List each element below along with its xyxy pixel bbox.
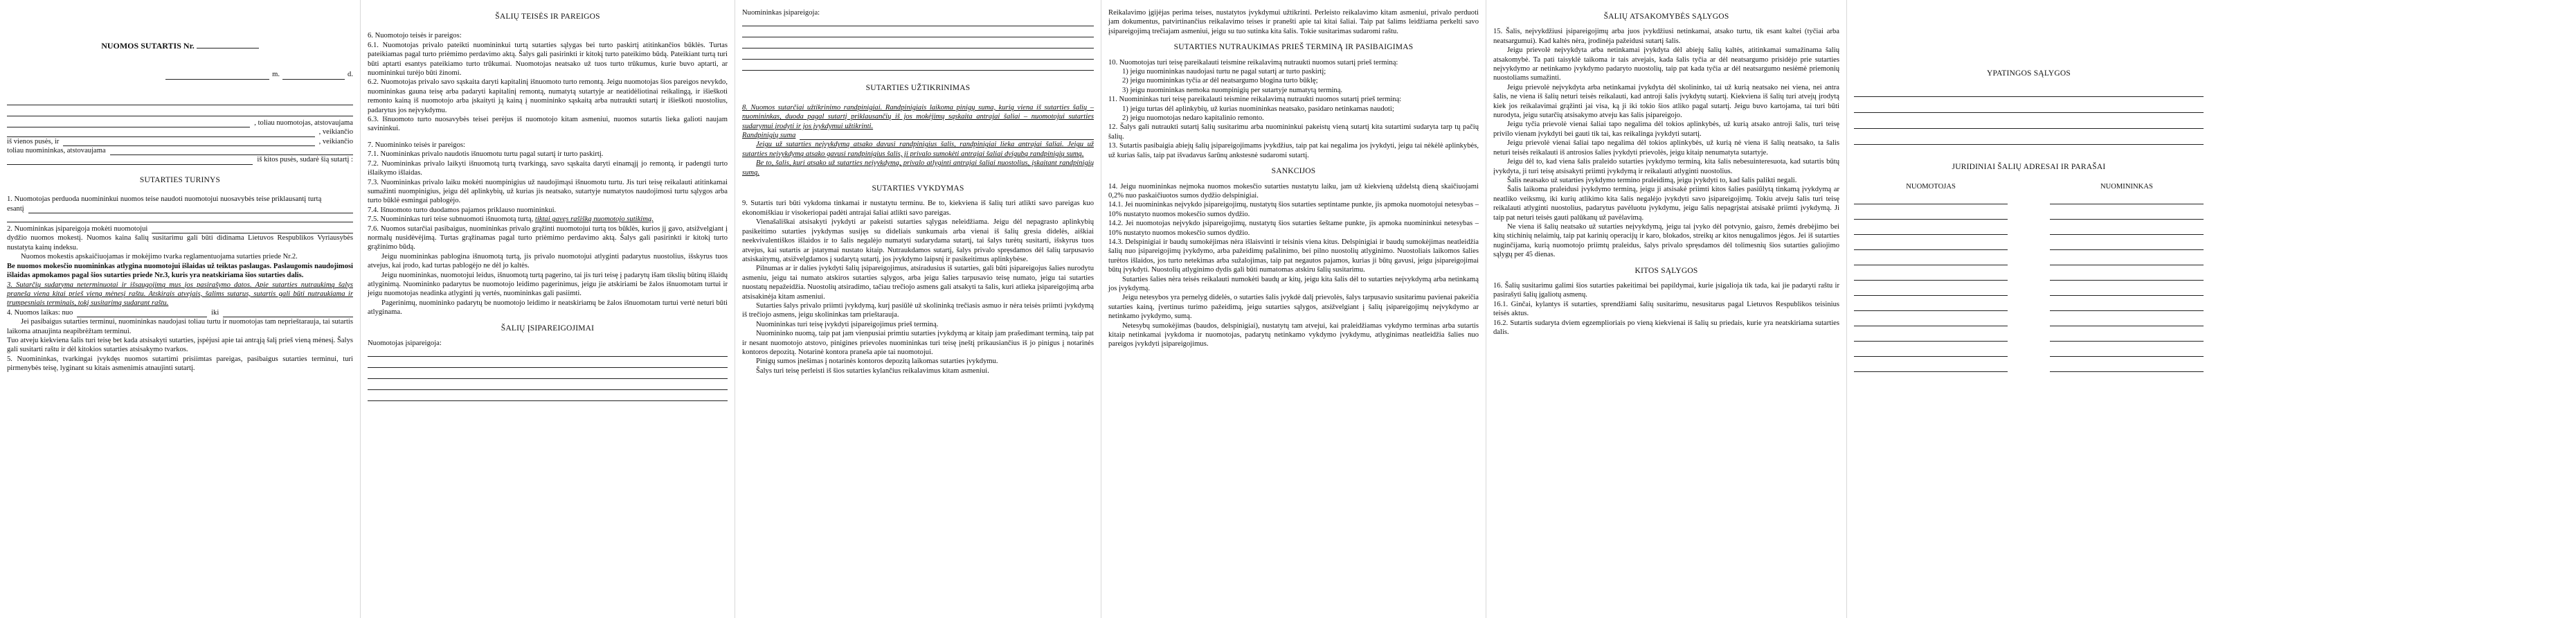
clause-11-1: 1) jeigu turtas dėl aplinkybių, už kurias nuomininkas neatsako, pasidaro netinkamas naudoti; bbox=[1122, 105, 1394, 113]
section-heading-contents: SUTARTIES TURINYS bbox=[139, 175, 221, 184]
parties-text-3: iš vienos pusės, ir bbox=[7, 137, 60, 145]
heading-obligations: ŠALIŲ ĮSIPAREIGOJIMAI bbox=[501, 324, 595, 333]
clause-15-d: Jeigu tyčia prievolė vienai šaliai tapo negalima dėl tokios aplinkybės, už kurią atsako antroji šalis, turi teisę privilo vienam įvykdyti bei gauti tik tai, kas reikalinga įvykdyti sutartį. bbox=[1493, 121, 1839, 138]
landlord-obligations-label: Nuomotojas įsipareigoja: bbox=[368, 339, 442, 347]
clause-10-2: 2) jeigu nuomininkas tyčia ar dėl neatsargumo blogina turto būklę; bbox=[1122, 77, 1318, 85]
clause-3-term: 3. Sutarčių sudaryma neterminuotai ir išsaugojimą mus jos pasirašymo datos. Apie sutarties nutraukimą šalys praneša viena kitai prieš vieną mėnesį raštu. Atskirais atvejais, šalims sutarus, sutartis gali būti nutraukiama ir trumpesniais terminais, tokį susitarimą sudarant raštu. bbox=[7, 281, 353, 308]
date-year-suffix: m. bbox=[272, 71, 280, 79]
contract-page-4 bbox=[1101, 0, 1486, 618]
clause-15-c: Jeigu prievolė neįvykdyta arba netinkamai įvykdyta dėl skolininko, tai už kurią neatsako nei viena, nei antra šalis, ne viena iš šalių neturi teisės reikalauti, kad antroji šalis įvykdytų sutartį. Kiekviena iš šalių turi atvejų įrodytą kiek jos reikalavimai grąžinti jai visa, ką ji iki tokio šios atliko pagal sutartį. Jeigu buvo kartojama, tai turi būti nurodyta, jeigu sutarčių atsisakymo atveju kas šalis įsipareigojo. bbox=[1493, 83, 1839, 120]
date-day-suffix: d. bbox=[348, 71, 353, 79]
clause-7-1: 7.1. Nuomininkas privalo naudotis išnuomotu turtu pagal sutartį ir turto paskirtį. bbox=[368, 150, 604, 159]
clause-15: 15. Šalis, neįvykdžiusi įsipareigojimų arba juos įvykdžiusi netinkamai, atsako turtu, tik esant kaltei (tyčiai arba neatsargumui). Kad kaltės nėra, įrodinėja pažeidusi sutartį šalis. bbox=[1493, 28, 1839, 45]
heading-liability: ŠALIŲ ATSAKOMYBĖS SĄLYGOS bbox=[1603, 12, 1729, 21]
clause-16: 16. Šalių susitarimu galimi šios sutarties pakeitimai bei papildymai, kurie įsigalioja tik tada, kai jie padaryti raštu ir pasirašyti šalių įgaliotų asmenų. bbox=[1493, 281, 1839, 299]
clause-4-from: 4. Nuomos laikas: nuo bbox=[7, 308, 73, 317]
heading-sanctions: SANKCIJOS bbox=[1271, 167, 1316, 176]
clause-6: 6. Nuomotojo teisės ir pareigos: bbox=[368, 32, 462, 40]
clause-11-2: 2) jeigu nuomotojas nedaro kapitalinio remonto. bbox=[1122, 114, 1264, 123]
clause-7-9: Pagerinimų, nuomininko padarytų be nuomotojo leidimo ir neatskiriamų be žalos išnuomotam turtui vertė neturi būti atlyginama. bbox=[368, 299, 728, 317]
clause-8-damages: Be to, šalis, kuri atsako už sutarties neįvykdymą, privalo atlyginti antrajai šaliai nuostolius, įskaitant randpinigių sumą. bbox=[742, 159, 1094, 177]
clause-14-2: 14.2. Jei nuomotojas neįvykdo įsipareigojimų, nustatytų šios sutarties šeštame punkte, jis apmoka nuomininkui netesybas – 10% nustatyto nuomos mokesčio sumos dydžio. bbox=[1108, 220, 1479, 237]
contract-page-3 bbox=[735, 0, 1101, 618]
clause-7: 7. Nuomininko teisės ir pareigos: bbox=[368, 141, 465, 149]
clause-7-8: Jeigu nuomininkas, nuomotojui leidus, išnuomotą turtą pagerino, tai jis turi teisę į padarytų išam tikslių būtinų išlaidų atlyginimą. Nuomininko padarytus be nuomotojo leidimo pagerinimus, jeigu jie atskiriami be žalos išnuomotam turtui ir jeigu nuomotojas neadinka atlyginti jų vertės, nuomininkas gali pasiimti. bbox=[368, 271, 728, 298]
clause-9-h: Šalys turi teisę perleisti iš šios sutarties kylančius reikalavimus kitam asmeniui. bbox=[756, 367, 989, 375]
clause-16-2: 16.2. Sutartis sudaryta dviem egzemplioriais po vieną kiekvienai iš šalių su priedais, kurie yra neatskiriama sutarties dalis. bbox=[1493, 319, 1839, 336]
clause-9-b: Vienašališkai atsisakyti įvykdyti ar pakeisti sutarties sąlygas neleidžiama. Jeigu dėl nepagrasto aplinkybių pasikeitimo sutarties įvykdymas susijęs su dideliais sunkumais arba vienai iš šalių gresia didelės, aiškiai neekvivalentiškos išlaidos ir to šalis negalėjo numatyti sudarydama sutartį, tai šalys turėtų susitarti, išskyrus tuos atvejus, kai sutartis ar įstatymai nustato kitaip. Nutraukdamos sutartį, šalys privalo spręsdamos dėl šalių tarpusavio atsiskaitymų, atsižvelgdamos į sudarytą sutartį, jos įvykdymo laipsnį ir pasikeitimus aplinkybėse. bbox=[742, 218, 1094, 263]
clause-14-6: Netesybų sumokėjimas (baudos, delspinigiai), nustatytų tam atvejui, kai praleidžiamas vykdymo terminas arba sutartis kitaip netinkamai įvykdoma ir nuomotojas, padarytų netinkamo vykdymo įvykdymu, atlyginimas neatleidžia šalies nuo pareigos įvykdyti įsipareigojimus. bbox=[1108, 321, 1479, 348]
clause-9-d: Sutarties šalys privalo priimti įvykdymą, kurį pasiūlė už skolininką trečiasis asmuo ir nėra teisės priimti įvykdymą iš trečiojo asmens, jeigu skolininkas tam prieštarauja. bbox=[742, 301, 1094, 319]
contract-page-2 bbox=[361, 0, 735, 618]
clause-6-3: 6.3. Išnuomoto turto nuosavybės teisei perėjus iš nuomotojo kitam asmeniui, nuomos sutartis lieka galioti naujam savininkui. bbox=[368, 116, 728, 133]
heading-termination: SUTARTIES NUTRAUKIMAS PRIEŠ TERMINĄ IR PASIBAIGIMAS bbox=[1173, 43, 1414, 52]
heading-performance: SUTARTIES VYKDYMAS bbox=[872, 184, 964, 193]
clause-9-e: Nuomininkas turi teisę įvykdyti įsipareigojimus prieš terminą. bbox=[756, 320, 939, 328]
contract-title bbox=[7, 42, 353, 51]
clause-14-5: Jeigu netesybos yra pernelyg didelės, o sutarties šalis įvykdė dalį prievolės, šalys tarpusavio susitarimu pavienai pakeičia sutarties kainą, įvertinus turimo pažeidimą, jeigu sutarties sąlygos, atsižvelgiant į šalių įsipareigojimų neįvykdymo ar netinkamo įvykdymo, sumą. bbox=[1108, 294, 1479, 321]
clause-13: 13. Sutartis pasibaigia abiejų šalių įsipareigojimams įvykdžius, taip pat kai negalima jos įvykdyti, jeigu tai nėkėlė aplinkybės, už kurias šalis, taip pat išvadavus šarūnų ankstesnė sudaromi sutartį. bbox=[1108, 142, 1479, 159]
tenant-signature-block bbox=[2050, 182, 2204, 378]
contract-title-text: NUOMOS SUTARTIS Nr. bbox=[101, 41, 195, 51]
parties-text-1: , toliau nuomotojas, atstovaujama bbox=[254, 118, 353, 127]
clause-12: 12. Šalys gali nutraukti sutartį šalių susitarimu arba nuomininkui pakeistų vieną sutartį kita sutartimi sudaryta tarp tų pačių šalių. bbox=[1108, 123, 1479, 141]
contract-date-row bbox=[7, 70, 353, 79]
clause-10-1: 1) jeigu nuomininkas naudojasi turtu ne pagal sutartį ar turto paskirtį; bbox=[1122, 68, 1326, 76]
clause-14-1: 14.1. Jei nuomininkas neįvykdo įsipareigojimų, nustatytų šios sutarties septintame punkte, jis apmoka nuomotojui netesybas – 10% nustatyto nuomos mokesčio sumos dydžio. bbox=[1108, 201, 1479, 218]
clause-7-7: Jeigu nuomininkas pablogina išnuomotą turtą, jis privalo nuomotojui atlyginti padarytus nuostolius, išskyrus tuos atvejus, kai įrodo, kad turtas pablogėjo ne dėl jo kaltės. bbox=[368, 252, 728, 270]
clause-15-g: Šalis neatsako už sutarties įvykdymo termino praleidimą, jeigu įvykdyti to, kad šalis palikti negali. bbox=[1507, 176, 1797, 184]
clause-7-4: 7.4. Išnuomoto turto duodamos pajamos priklauso nuomininkui. bbox=[368, 206, 557, 214]
heading-special-terms: YPATINGOS SĄLYGOS bbox=[1987, 69, 2071, 78]
clause-4-withdraw: Tuo atveju kiekviena šalis turi teisę bet kada atsisakyti sutarties, įspėjusi apie tai antrąją šalį prieš vieną mėnesį. Šalys gali susitarti raštu ir dėl kitokios sutarties atsisakymo tvarkos. bbox=[7, 336, 353, 354]
clause-9-f: Nuomininko nuomą, taip pat jam vienpusiai primtiu sutarties įvykdymą ar kitaip jam prašedimant terminą, taip pat ir nesant nuomotojo atstovo, pinigines prievoles nuomininkas turi teisę įneštį prikausiančius iš jo pinigus į notarinės kontoros depozitą. Notarinė kontora praneša apie tai nuomotojui. bbox=[742, 330, 1094, 356]
clause-8-forfeit: Jeigu už sutarties neįvykdymą atsako davusi randpinigius šalis, randpinigiai lieka antrajai šaliai. Jeigu už sutarties neįvykdymą atsako gavusi randpinigius šalis, ji privalo sumokėti antrajai šaliai dvigubą randpinigių sumą. bbox=[742, 141, 1094, 158]
clause-14-4: Sutarties šalies nėra teisės reikalauti numokėti baudų ar kitų, jeigu kita šalis dėl to sutarties neįvykdymą arba netinkamą jos įvykdymą. bbox=[1108, 275, 1479, 292]
landlord-label: NUOMOTOJAS bbox=[1906, 182, 1956, 191]
clause-4-to: iki bbox=[211, 308, 219, 317]
clause-2-calc: Nuomos mokestis apskaičiuojamas ir mokėjimo tvarka reglamentuojama sutarties priede Nr.2. bbox=[21, 253, 298, 261]
contract-page-1 bbox=[0, 0, 360, 618]
clause-14-3: 14.3. Delspinigiai ir baudų sumokėjimas nėra išlaisvinti ir teisinis viena kitus. Delspinigiai ir baudų sumokėjimas neatleidžia šalių nuo įsipareigojimų įvykdymo, arba pažeidimų pašalinimo, bei pilno nuostolių atlyginimo. Nuostoliais laikomos šalies turėtos išlaidos, jos turto netekimas arba sužalojimas, taip pat negautos pajamos, kurias ji būtų gavusi, jeigu įsipareigojimai būtų įvykdyti. Nuostolių atlyginimo dydis gali būti numatomas atskiru šalių susitarimu. bbox=[1108, 238, 1479, 274]
clause-2: 2. Nuomininkas įsipareigoja mokėti nuomotojui bbox=[7, 225, 148, 233]
clause-15-h: Šalis laikoma praleidusi įvykdymo terminą, jeigu ji atsisakė priimti kitos šalies pasiūlytą tinkamą įvykdymą ar neatliko veiksmų, iki kurių atlikimo kita šalis negalėjo įvykdyti savo įsipareigojimų. Tokiu atveju šalis turi teisę reikalauti atlyginti nuostolius, padarytus pavėluotu įvykdymu, jeigu šalis nepagrįstai atsisakė priimti įvykdymą. Ji taip pat neturi teisės gauti palūkanų už pavėlavimą. bbox=[1493, 186, 1839, 222]
landlord-signature-block bbox=[1854, 182, 2008, 378]
deposit-amount-label: Randpinigių suma bbox=[742, 132, 796, 140]
heading-other-terms: KITOS SĄLYGOS bbox=[1634, 266, 1698, 275]
clause-7-5 bbox=[368, 215, 728, 224]
clause-8: 8. Nuomos sutarčiai užtikrinimo randpinigiai. Randpinigiais laikoma pinigų suma, kurią viena iš sutarties šalių – nuomininkas, duoda pagal sutartį priklausančių iš jos mokėjimų sąskaita antrajai šaliai – nuomotojui sutarties sudarymui įrodyti ir jos įvykdymui užtikrinti. bbox=[742, 103, 1094, 130]
clause-1: 1. Nuomotojas perduoda nuomininkui nuomos teise naudoti nuomotojui nuosavybės teise priklausantį turtą bbox=[7, 195, 322, 204]
clause-10-3: 3) jeigu nuomininkas nemoka nuompinigių per sutartyje numatytą terminą. bbox=[1122, 86, 1343, 94]
heading-addresses-signatures: JURIDINIAI ŠALIŲ ADRESAI IR PARAŠAI bbox=[1952, 163, 2106, 172]
signature-columns bbox=[1854, 182, 2204, 378]
clause-15-f: Jeigu dėl to, kad viena šalis praleido sutarties įvykdymo terminą, kita šalis nebesuinteresuota, kad sutartis būtų įvykdyta, ji turi teisę atsisakyti priimti įvykdymą ir reikalauti atlyginti nuostolius. bbox=[1493, 158, 1839, 175]
parties-text-2: , veikiančio bbox=[318, 128, 353, 136]
clause-10: 10. Nuomotojas turi teisę pareikalauti teismine reikalavimą nutraukti nuomos sutartį prieš terminą: bbox=[1108, 58, 1398, 67]
clause-15-i: Ne viena iš šalių neatsako už sutarties neįvykdymą, jeigu tai įvyko dėl potvynio, gaisro, žemės drebėjimo bei kitų stichinių nelaimių, taip pat karinių operacijų ir karo, blokados, streikų ar kitos nenugalimos jėgos. Jei iš sutarties nuginčijama, kurią nuomotojo priimtų praleidus, šalys privalo spręsdamos dėl tolimesnių šios sutarties galiojimo sąlygų per 45 dienas. bbox=[1493, 222, 1839, 259]
clause-14: 14. Jeigu nuomininkas neįmoka nuomos mokesčio sutarties nustatytu laiku, jam už kiekvieną uždelstą dieną skaičiuojami 0,2% nuo paskaičiuotos sumos dydžio delspinigiai. bbox=[1108, 182, 1479, 200]
clause-2-rent: dydžio nuomos mokestį. Nuomos kaina šalių susitarimu gali būti didinama Lietuvos Respublikos Vyriausybės nustatyta kainų indeksu. bbox=[7, 234, 353, 251]
clause-3-services: Be nuomos mokesčio nuomininkas atlygina nuomotojui išlaidas už teiktas paslaugas. Paslaugomis naudojimosi išlaidas apmokamos pagal šios sutarties priede Nr.3, kuris yra neatskiriama šios sutarties dalis. bbox=[7, 262, 353, 280]
clause-15-e: Jeigu prievolė vienai šaliai tapo negalima dėl tokios aplinkybės, už kurią nė viena iš šalių neatsako, ta šalis neturi teisės reikalauti iš antrosios šalies įvykdyti prievolės, jeigu kitaip nenumatyta sutartyje. bbox=[1493, 139, 1839, 157]
clause-5-priority: 5. Nuomininkas, tvarkingai įvykdęs nuomos sutartimi prisiimtas pareigas, pasibaigus sutarties terminui, turi pirmenybės teisę, lyginant su kitais asmenimis atnaujinti sutartį. bbox=[7, 355, 353, 373]
clause-6-1: 6.1. Nuomotojas privalo pateikti nuomininkui turtą sutarties sąlygas bei turto paskirtį atitinkančios būklės. Turtas pateikiamas pagal turto priėmimo perdavimo aktą. Šalys gali pasirinkti ir kitokį turto pateikimo būdą. Pateikiant turtą turi būti aptarti esantys pateikiamo turto trūkumai. Nuomotojas neatsako už tuos turto trūkumus, kurie buvo aptarti, ar nuomininkui turėjo būti žinomi. bbox=[368, 41, 728, 78]
tenant-label: NUOMININKAS bbox=[2100, 182, 2153, 191]
clause-7-5-text: 7.5. Nuomininkas turi teise subnuomoti išnuomotą turtą, bbox=[368, 215, 534, 224]
clause-7-2: 7.2. Nuomininkas privalo laikyti išnuomotą turtą tvarkingą, savo sąskaita daryti einamąjį jo remontą, ir padengti turto išlaikymo išlaidas. bbox=[368, 159, 728, 177]
assignment-paragraph: Reikalavimo įgijėjas perima teises, nustatytos įvykdymui užtikrinti. Perleisto reikalavimo kitam asmeniui, privalo perduoti jam dokumentus, patvirtinančius reikalavimo teises ir pranešti apie tai kitai šaliai. Taip pat šalims leidžiama perkelti savo įsipareigojimą trečiajam asmeniui, jeigu su tuo sutinka kita šalis. Tokie susitarimas sudaromi raštu. bbox=[1108, 9, 1479, 35]
parties-text-2b: , veikiančio bbox=[318, 137, 353, 145]
clause-7-5-consent: tiktai gavęs rašišką nuomotojo sutikimą. bbox=[534, 215, 654, 224]
clause-15-b: Jeigu prievolė neįvykdyta arba netinkamai įvykdyta dėl abiejų šalių kaltės, atitinkamai sumažinama šalių atsakomybė. Ta pati taisyklė taikoma ir tais atvejais, kada šalis tyčia ar dėl neatsargumo prisidėjo prie sutarties neįvykdymo ar netinkamo įvykdymo padaryto nuostolių, taip pat kada tyčia ar dėl neatsargumo nesiėmė priemonių nuostoliams sumažinti. bbox=[1493, 46, 1839, 82]
contract-page-6 bbox=[1847, 0, 2210, 618]
clause-4-renewal: Jei pasibaigus sutarties terminui, nuomininkas naudojasi toliau turtu ir nuomotojas tam neprieštarauja, tai sutartis laikoma atnaujinta neapibrėžtam terminui. bbox=[7, 318, 353, 335]
clause-6-2: 6.2. Nuomotojas privalo savo sąskaita daryti kapitalinį išnuomoto turto remontą. Jeigu nuomotojas šios pareigos nevykdo, nuomininkas gauna teisę arba padaryti kapitalinį remontą, numatytą sutartyje ar neatidėliotinai reikalingą, ir išieškoti remonto kainą iš nuomotojo arba įskaityti ją kainą į nuomininko sąskaitą arba nutraukti sutartį ir išieškoti nuostolius, padarytus jos neįvykdymu. bbox=[368, 78, 728, 114]
parties-text-4: toliau nuomininkas, atstovaujama bbox=[7, 147, 106, 155]
clause-7-6: 7.6. Nuomos sutarčiai pasibaigus, nuomininkas privalo grąžinti nuomotojui turtą tos būklės, kurios jį gavo, atsižvelgiant į normalų nusidėvėjimą. Turtas grąžinamas pagal turto priėmimo perdavimo aktą. Šalys gali pasirinkti ir kitokį turto grąžinimo būdą. bbox=[368, 224, 728, 251]
clause-9-g: Pinigų sumos įnešimas į notarinės kontoros depozitą laikomas sutarties įvykdymu. bbox=[756, 357, 998, 366]
heading-rights-duties: ŠALIŲ TEISĖS IR PAREIGOS bbox=[495, 12, 600, 21]
heading-security: SUTARTIES UŽTIKRINIMAS bbox=[865, 84, 971, 93]
parties-text-6: iš kitos pusės, sudarė šią sutartį : bbox=[257, 156, 353, 164]
clause-9-c: Pilnumas ar ir dalies įvykdyti šalių įsipareigojimus, atsiradusius iš sutarties, gali būti įsipareigojus šalies nurodytu asmeniu, jeigu tai numato atskiros sutarties sąlygos, arba jeigu šalies tarpusavio teisę numato, jeigu tai sutarties nuostatų nepažeidžia. Nuostolių atsiradimo, tačiau trečiojo asmens gali atsakyti ta šalis, kuri atlieka įsipareigojimą arba atsisakinėja kitam asmeniui. bbox=[742, 265, 1094, 301]
tenant-obligations-label: Nuomininkas įsipareigoja: bbox=[742, 9, 820, 17]
contract-page-5 bbox=[1486, 0, 1846, 618]
clause-9: 9. Sutartis turi būti vykdoma tinkamai ir nustatytu terminu. Be to, kiekviena iš šalių turi atlikti savo pareigas kuo ekonomiškiau ir visokeriopai padėti antrajai šaliai atlikti savo pareigas. bbox=[742, 200, 1094, 217]
clause-1-located: esantį bbox=[7, 204, 24, 213]
clause-16-1: 16.1. Ginčai, kylantys iš sutarties, sprendžiami šalių susitarimu, nesusitarus pagal Lietuvos Respublikos teisinius teisės aktus. bbox=[1493, 300, 1839, 318]
clause-11: 11. Nuomininkas turi teisę pareikalauti teismine reikalavimą nutraukti nuomos sutartį prieš terminą: bbox=[1108, 96, 1402, 104]
clause-7-3: 7.3. Nuomininkas privalo laiku mokėti nuompinigius už naudojimąsi išnuomotu turtu. Jis turi teisę reikalauti atitinkamai sumažinti nuompinigius, jeigu dėl aplinkybių, už kurias jis neatsako, sutartyje numatytos naudojimosi turtu sąlygos arba turto būklė esmingai pablogėjo. bbox=[368, 178, 728, 205]
